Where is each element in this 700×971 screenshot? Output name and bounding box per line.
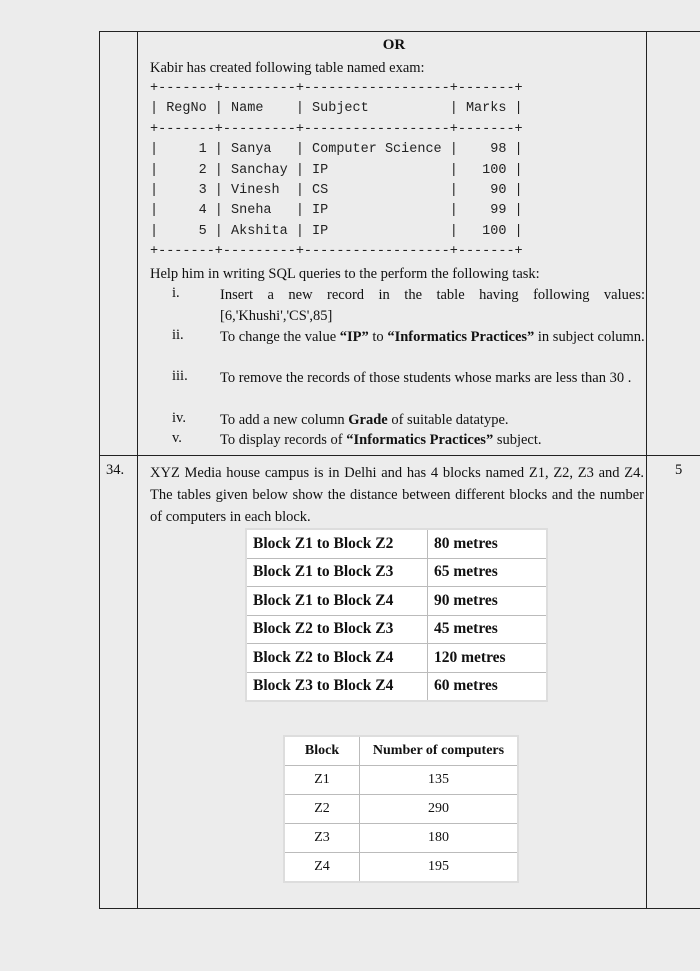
- count-cell: 195: [360, 853, 519, 883]
- or-heading: OR: [382, 37, 406, 53]
- table-row: [284, 766, 518, 795]
- task-number: ii.: [172, 327, 184, 343]
- task-text: To display records of “Informatics Practices” subject.: [220, 432, 542, 448]
- task-text: Insert a new record in the table having following values: [6,'Khushi','CS',85]: [220, 287, 645, 324]
- row-divider: [99, 455, 700, 456]
- block-cell: Z3: [284, 824, 360, 853]
- question-text: XYZ Media house campus is in Delhi and has 4 blocks named Z1, Z2, Z3 and Z4. The tables given below show the distance between different blocks and the number of computers in each block.: [150, 465, 644, 525]
- distance: 90 metres: [428, 587, 548, 616]
- intro-text: Kabir has created following table named exam:: [150, 60, 425, 76]
- count-cell: 180: [360, 824, 519, 853]
- column-header-computers: Number of computers: [360, 736, 519, 766]
- task-text: To change the value “IP” to “Informatics Practices” in subject column.: [220, 329, 645, 345]
- table-row: [246, 587, 547, 616]
- task-number: v.: [172, 430, 182, 446]
- task-text: To add a new column Grade of suitable datatype.: [220, 412, 509, 428]
- column-divider-left: [137, 31, 138, 909]
- table-row: [246, 558, 547, 587]
- distance: 65 metres: [428, 558, 548, 587]
- distance-table: [245, 528, 548, 702]
- exam-table: +-------+---------+------------------+-------+ | RegNo | Name | Subject | Marks | +-------+---------+------------------+-------+ | 1 | Sanya | Computer Science | 98 | | 2 | Sanchay | IP | 100 | | 3 | Vinesh | CS | 90 | | 4 | Sneha | IP | 99 | | 5 | Akshita | IP | 100 | +-------+---------+------------------+-------+: [150, 81, 523, 260]
- block-cell: Z2: [284, 795, 360, 824]
- block-cell: Z1: [284, 766, 360, 795]
- computers-table: [283, 735, 519, 883]
- help-line: Help him in writing SQL queries to the perform the following task:: [150, 266, 540, 282]
- task-number: iii.: [172, 368, 188, 384]
- block-cell: Z4: [284, 853, 360, 883]
- table-row: [246, 529, 547, 558]
- table-row: [284, 824, 518, 853]
- table-row: [246, 615, 547, 644]
- count-cell: 135: [360, 766, 519, 795]
- table-row: [284, 795, 518, 824]
- table-row: [284, 853, 518, 883]
- block-pair: Block Z1 to Block Z4: [246, 587, 428, 616]
- block-pair: Block Z1 to Block Z3: [246, 558, 428, 587]
- task-text: To remove the records of those students whose marks are less than 30 .: [220, 370, 632, 386]
- column-header-block: Block: [284, 736, 360, 766]
- block-pair: Block Z2 to Block Z4: [246, 644, 428, 673]
- task-number: iv.: [172, 410, 186, 426]
- distance: 45 metres: [428, 615, 548, 644]
- block-pair: Block Z2 to Block Z3: [246, 615, 428, 644]
- count-cell: 290: [360, 795, 519, 824]
- question-marks: 5: [675, 462, 683, 478]
- question-number: 34.: [106, 462, 125, 478]
- distance: 60 metres: [428, 672, 548, 701]
- block-pair: Block Z1 to Block Z2: [246, 529, 428, 558]
- distance: 80 metres: [428, 529, 548, 558]
- distance: 120 metres: [428, 644, 548, 673]
- table-row: [246, 644, 547, 673]
- block-pair: Block Z3 to Block Z4: [246, 672, 428, 701]
- table-header-row: [284, 736, 518, 766]
- column-divider-right: [646, 31, 647, 909]
- table-row: [246, 672, 547, 701]
- task-number: i.: [172, 285, 180, 301]
